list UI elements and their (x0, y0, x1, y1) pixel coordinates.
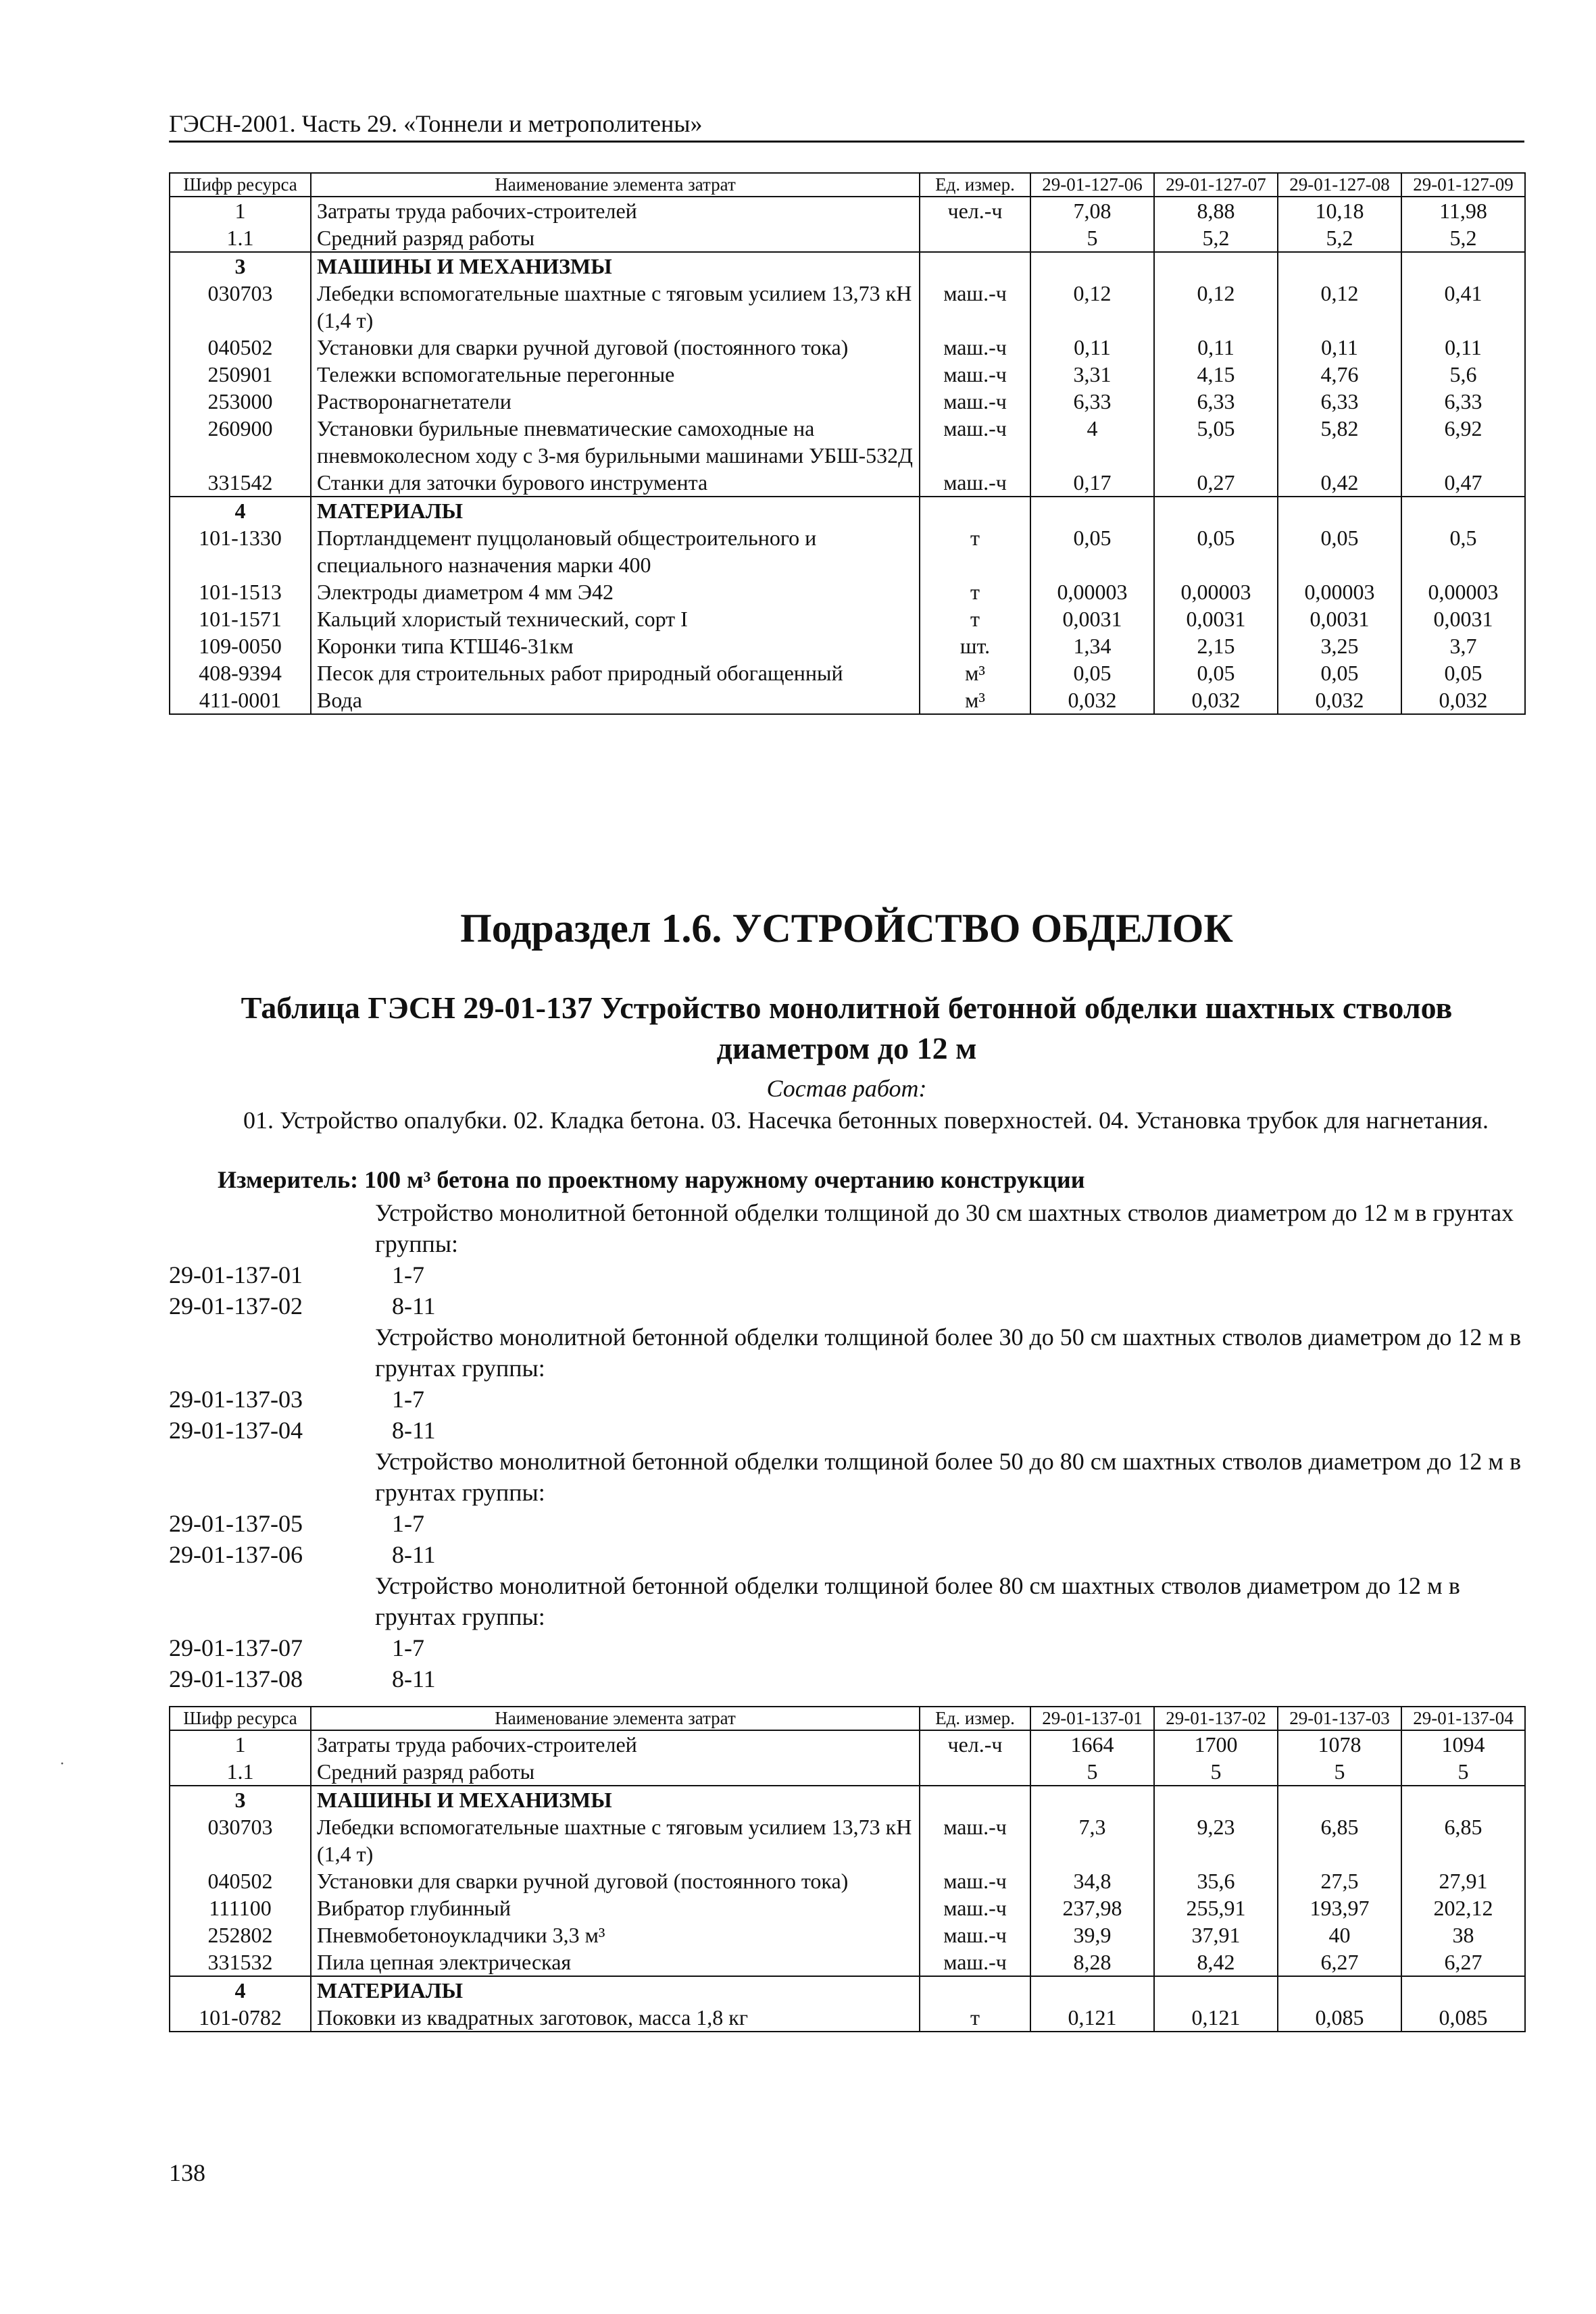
col-header-norm: 29-01-127-09 (1401, 173, 1525, 197)
norm-value: 0,05 (1030, 524, 1154, 578)
norm-value: 1094 (1401, 1730, 1525, 1758)
resource-name: Установки для сварки ручной дуговой (постоянного тока) (311, 334, 920, 361)
norm-value: 0,0031 (1030, 605, 1154, 632)
resource-name: Затраты труда рабочих-строителей (311, 1730, 920, 1758)
norm-value: 5,82 (1278, 415, 1401, 469)
norm-value (1278, 252, 1401, 280)
resource-unit: шт. (920, 632, 1030, 659)
resource-code: 1.1 (170, 224, 311, 252)
norm-value: 0,121 (1154, 2004, 1278, 2032)
norm-value: 0,41 (1401, 280, 1525, 334)
resource-code: 101-1330 (170, 524, 311, 578)
resource-code: 111100 (170, 1894, 311, 1921)
norm-code: 29-01-137-06 (169, 1541, 303, 1568)
norm-value: 34,8 (1030, 1867, 1154, 1894)
norm-value: 0,05 (1154, 659, 1278, 686)
resource-row (170, 1867, 1525, 1894)
norm-value: 1664 (1030, 1730, 1154, 1758)
resource-name: Средний разряд работы (311, 1758, 920, 1786)
composition-text: 01. Устройство опалубки. 02. Кладка бетона. 03. Насечка бетонных поверхностей. 04. Установка трубок для нагнетания. (243, 1107, 1489, 1134)
norm-value: 1700 (1154, 1730, 1278, 1758)
resource-table-127 (169, 172, 1526, 715)
soil-group: 8-11 (392, 1292, 436, 1319)
norm-value (1154, 252, 1278, 280)
norm-value (1278, 1976, 1401, 2004)
norm-value: 27,5 (1278, 1867, 1401, 1894)
norm-value: 0,11 (1030, 334, 1154, 361)
resource-name: МАТЕРИАЛЫ (311, 497, 920, 524)
resource-code: 040502 (170, 334, 311, 361)
header-rule (169, 141, 1524, 143)
norm-value: 6,33 (1154, 388, 1278, 415)
resource-unit: маш.-ч (920, 1948, 1030, 1976)
resource-code: 3 (170, 1786, 311, 1813)
meter-line: Измеритель: 100 м³ бетона по проектному наружному очертанию конструкции (218, 1166, 1085, 1193)
norm-code: 29-01-137-02 (169, 1292, 303, 1319)
norm-value: 0,085 (1278, 2004, 1401, 2032)
norm-value: 0,0031 (1154, 605, 1278, 632)
norm-value: 3,25 (1278, 632, 1401, 659)
norm-value: 202,12 (1401, 1894, 1525, 1921)
norm-value: 0,032 (1154, 686, 1278, 714)
norm-value: 0,11 (1278, 334, 1401, 361)
resource-unit: маш.-ч (920, 1894, 1030, 1921)
norm-item-row (169, 1415, 1524, 1446)
norm-value: 38 (1401, 1921, 1525, 1948)
resource-row (170, 578, 1525, 605)
resource-code: 260900 (170, 415, 311, 469)
resource-row (170, 1730, 1525, 1758)
norm-value: 3,31 (1030, 361, 1154, 388)
resource-row (170, 361, 1525, 388)
resource-row (170, 524, 1525, 578)
resource-code: 109-0050 (170, 632, 311, 659)
resource-unit (920, 252, 1030, 280)
resource-code: 030703 (170, 280, 311, 334)
col-header-code: Шифр ресурса (170, 173, 311, 197)
resource-unit (920, 224, 1030, 252)
composition-label: Состав работ: (766, 1075, 927, 1102)
resource-unit: маш.-ч (920, 1867, 1030, 1894)
norm-value: 0,42 (1278, 469, 1401, 497)
norm-value: 0,0031 (1278, 605, 1401, 632)
norm-code: 29-01-137-05 (169, 1510, 303, 1537)
norm-value: 8,28 (1030, 1948, 1154, 1976)
resource-code: 040502 (170, 1867, 311, 1894)
norm-value: 27,91 (1401, 1867, 1525, 1894)
col-header-norm: 29-01-137-01 (1030, 1707, 1154, 1730)
table-title: Таблица ГЭСН 29-01-137 Устройство монолитной бетонной обделки шахтных стволов диаметром до 12 м (241, 990, 1453, 1065)
norm-value: 0,032 (1278, 686, 1401, 714)
subsection-title: Подраздел 1.6. УСТРОЙСТВО ОБДЕЛОК (460, 906, 1233, 951)
col-header-norm: 29-01-137-03 (1278, 1707, 1401, 1730)
norm-value (1154, 1976, 1278, 2004)
resource-name: Затраты труда рабочих-строителей (311, 197, 920, 224)
page-number: 138 (169, 2159, 205, 2186)
norm-value: 3,7 (1401, 632, 1525, 659)
norm-value: 6,27 (1278, 1948, 1401, 1976)
resource-unit: маш.-ч (920, 361, 1030, 388)
soil-group: 8-11 (392, 1541, 436, 1568)
resource-row (170, 280, 1525, 334)
resource-row (170, 224, 1525, 252)
norm-value: 0,5 (1401, 524, 1525, 578)
section-row (170, 252, 1525, 280)
section-row (170, 1976, 1525, 2004)
norm-item-row (169, 1663, 1524, 1694)
col-header-unit: Ед. измер. (920, 1707, 1030, 1730)
resource-unit (920, 1976, 1030, 2004)
resource-name: МАШИНЫ И МЕХАНИЗМЫ (311, 1786, 920, 1813)
norm-value: 40 (1278, 1921, 1401, 1948)
resource-row (170, 334, 1525, 361)
resource-row (170, 388, 1525, 415)
resource-unit: м³ (920, 686, 1030, 714)
norm-value: 5,2 (1154, 224, 1278, 252)
resource-row (170, 1894, 1525, 1921)
resource-code: 030703 (170, 1813, 311, 1867)
resource-row (170, 1813, 1525, 1867)
col-header-norm: 29-01-137-02 (1154, 1707, 1278, 1730)
norm-value: 0,12 (1278, 280, 1401, 334)
norm-value (1030, 1976, 1154, 2004)
norm-value: 5,05 (1154, 415, 1278, 469)
resource-name: Установки для сварки ручной дуговой (постоянного тока) (311, 1867, 920, 1894)
resource-name: Кальций хлористый технический, сорт I (311, 605, 920, 632)
resource-unit: т (920, 605, 1030, 632)
resource-unit: чел.-ч (920, 1730, 1030, 1758)
resource-name: Вода (311, 686, 920, 714)
norm-value: 0,00003 (1154, 578, 1278, 605)
norm-value: 5,2 (1278, 224, 1401, 252)
norm-value: 0,0031 (1401, 605, 1525, 632)
resource-unit: маш.-ч (920, 1813, 1030, 1867)
running-head: ГЭСН-2001. Часть 29. «Тоннели и метрополитены» (169, 110, 703, 137)
norm-value (1278, 1786, 1401, 1813)
resource-name: Поковки из квадратных заготовок, масса 1,8 кг (311, 2004, 920, 2032)
resource-code: 101-1513 (170, 578, 311, 605)
resource-unit (920, 1758, 1030, 1786)
norm-value: 8,42 (1154, 1948, 1278, 1976)
resource-unit (920, 1786, 1030, 1813)
norm-value (1401, 1976, 1525, 2004)
norm-value: 6,85 (1401, 1813, 1525, 1867)
norm-item-row (169, 1539, 1524, 1570)
norm-value: 5,6 (1401, 361, 1525, 388)
resource-unit: маш.-ч (920, 280, 1030, 334)
col-header-norm: 29-01-127-07 (1154, 173, 1278, 197)
norm-code: 29-01-137-01 (169, 1261, 303, 1288)
norm-value: 0,00003 (1401, 578, 1525, 605)
norm-value: 11,98 (1401, 197, 1525, 224)
norm-value: 0,05 (1278, 659, 1401, 686)
resource-name: МАТЕРИАЛЫ (311, 1976, 920, 2004)
resource-unit (920, 497, 1030, 524)
resource-name: Станки для заточки бурового инструмента (311, 469, 920, 497)
norm-value: 0,11 (1401, 334, 1525, 361)
norm-value: 193,97 (1278, 1894, 1401, 1921)
resource-row (170, 2004, 1525, 2032)
norm-value: 4,76 (1278, 361, 1401, 388)
resource-row (170, 415, 1525, 469)
norm-value: 7,08 (1030, 197, 1154, 224)
norm-items-list (169, 1197, 1524, 1694)
resource-unit: м³ (920, 659, 1030, 686)
resource-code: 101-0782 (170, 2004, 311, 2032)
col-header-norm: 29-01-137-04 (1401, 1707, 1525, 1730)
norm-value (1154, 1786, 1278, 1813)
resource-unit: т (920, 578, 1030, 605)
norm-value: 5,2 (1401, 224, 1525, 252)
soil-group: 1-7 (392, 1261, 424, 1288)
soil-group: 1-7 (392, 1386, 424, 1413)
norm-value (1030, 252, 1154, 280)
resource-name: Тележки вспомогательные перегонные (311, 361, 920, 388)
resource-code: 250901 (170, 361, 311, 388)
resource-row (170, 686, 1525, 714)
norm-value: 6,33 (1030, 388, 1154, 415)
norm-code: 29-01-137-03 (169, 1386, 303, 1413)
resource-name: Электроды диаметром 4 мм Э42 (311, 578, 920, 605)
resource-code: 1.1 (170, 1758, 311, 1786)
resource-name: Лебедки вспомогательные шахтные с тяговым усилием 13,73 кН (1,4 т) (311, 1813, 920, 1867)
norm-value: 0,05 (1278, 524, 1401, 578)
norm-code: 29-01-137-08 (169, 1665, 303, 1692)
norm-value: 6,33 (1278, 388, 1401, 415)
resource-unit: чел.-ч (920, 197, 1030, 224)
norm-value: 37,91 (1154, 1921, 1278, 1948)
norm-item-row (169, 1290, 1524, 1322)
norm-value: 7,3 (1030, 1813, 1154, 1867)
norm-item-description: Устройство монолитной бетонной обделки толщиной более 30 до 50 см шахтных стволов диаметром до 12 м в грунтах группы: (375, 1324, 1522, 1382)
norm-value: 1078 (1278, 1730, 1401, 1758)
norm-item-description: Устройство монолитной бетонной обделки толщиной до 30 см шахтных стволов диаметром до 12 м в грунтах группы: (375, 1199, 1514, 1257)
norm-value: 4 (1030, 415, 1154, 469)
col-header-name: Наименование элемента затрат (311, 173, 920, 197)
soil-group: 8-11 (392, 1665, 436, 1692)
norm-value: 5 (1154, 1758, 1278, 1786)
norm-code: 29-01-137-04 (169, 1417, 303, 1444)
scan-artifact-dot: · (59, 1755, 65, 1773)
resource-unit: маш.-ч (920, 469, 1030, 497)
norm-item-row (169, 1508, 1524, 1539)
resource-name: Растворонагнетатели (311, 388, 920, 415)
norm-value (1154, 497, 1278, 524)
resource-name: Пневмобетоноукладчики 3,3 м³ (311, 1921, 920, 1948)
norm-value: 237,98 (1030, 1894, 1154, 1921)
norm-value (1030, 1786, 1154, 1813)
resource-code: 3 (170, 252, 311, 280)
resource-code: 1 (170, 1730, 311, 1758)
resource-code: 331532 (170, 1948, 311, 1976)
norm-value: 6,33 (1401, 388, 1525, 415)
norm-value: 0,05 (1154, 524, 1278, 578)
norm-value: 6,92 (1401, 415, 1525, 469)
resource-name: Средний разряд работы (311, 224, 920, 252)
resource-name: Лебедки вспомогательные шахтные с тяговым усилием 13,73 кН (1,4 т) (311, 280, 920, 334)
resource-row (170, 1921, 1525, 1948)
resource-code: 1 (170, 197, 311, 224)
resource-code: 411-0001 (170, 686, 311, 714)
resource-name: Портландцемент пуццолановый общестроительного и специального назначения марки 400 (311, 524, 920, 578)
norm-value: 0,032 (1030, 686, 1154, 714)
norm-value: 0,17 (1030, 469, 1154, 497)
table-header-row (170, 173, 1525, 197)
col-header-norm: 29-01-127-06 (1030, 173, 1154, 197)
resource-row (170, 1948, 1525, 1976)
resource-name: МАШИНЫ И МЕХАНИЗМЫ (311, 252, 920, 280)
resource-name: Песок для строительных работ природный обогащенный (311, 659, 920, 686)
norm-item-description: Устройство монолитной бетонной обделки толщиной более 80 см шахтных стволов диаметром до 12 м в грунтах группы: (375, 1572, 1460, 1630)
norm-value: 0,12 (1154, 280, 1278, 334)
resource-row (170, 605, 1525, 632)
norm-item-row (169, 1384, 1524, 1415)
col-header-norm: 29-01-127-08 (1278, 173, 1401, 197)
norm-value: 6,85 (1278, 1813, 1401, 1867)
norm-item-row (169, 1259, 1524, 1290)
resource-code: 4 (170, 497, 311, 524)
table-header-row (170, 1707, 1525, 1730)
resource-code: 4 (170, 1976, 311, 2004)
resource-name: Коронки типа КТШ46-31км (311, 632, 920, 659)
resource-name: Пила цепная электрическая (311, 1948, 920, 1976)
resource-unit: маш.-ч (920, 334, 1030, 361)
norm-value: 5 (1401, 1758, 1525, 1786)
resource-unit: маш.-ч (920, 415, 1030, 469)
col-header-unit: Ед. измер. (920, 173, 1030, 197)
norm-value: 0,00003 (1030, 578, 1154, 605)
norm-value: 5 (1030, 224, 1154, 252)
resource-unit: маш.-ч (920, 1921, 1030, 1948)
resource-unit: т (920, 2004, 1030, 2032)
resource-name: Вибратор глубинный (311, 1894, 920, 1921)
norm-value (1401, 1786, 1525, 1813)
resource-unit: маш.-ч (920, 388, 1030, 415)
norm-value: 5 (1278, 1758, 1401, 1786)
norm-value: 0,27 (1154, 469, 1278, 497)
norm-value (1401, 252, 1525, 280)
soil-group: 8-11 (392, 1417, 436, 1444)
section-row (170, 1786, 1525, 1813)
norm-value: 0,032 (1401, 686, 1525, 714)
norm-value: 255,91 (1154, 1894, 1278, 1921)
norm-value: 0,47 (1401, 469, 1525, 497)
norm-value: 39,9 (1030, 1921, 1154, 1948)
norm-value: 1,34 (1030, 632, 1154, 659)
norm-value (1030, 497, 1154, 524)
norm-value: 0,085 (1401, 2004, 1525, 2032)
norm-value: 0,05 (1030, 659, 1154, 686)
norm-value: 10,18 (1278, 197, 1401, 224)
norm-value: 9,23 (1154, 1813, 1278, 1867)
norm-code: 29-01-137-07 (169, 1634, 303, 1661)
resource-row (170, 659, 1525, 686)
soil-group: 1-7 (392, 1634, 424, 1661)
resource-row (170, 1758, 1525, 1786)
resource-row (170, 469, 1525, 497)
norm-value: 0,00003 (1278, 578, 1401, 605)
norm-value (1401, 497, 1525, 524)
norm-value: 0,12 (1030, 280, 1154, 334)
resource-name: Установки бурильные пневматические самоходные на пневмоколесном ходу с 3-мя бурильными машинами УБШ-532Д (311, 415, 920, 469)
norm-value: 0,121 (1030, 2004, 1154, 2032)
resource-row (170, 632, 1525, 659)
resource-table-137 (169, 1706, 1526, 2032)
resource-unit: т (920, 524, 1030, 578)
norm-value: 4,15 (1154, 361, 1278, 388)
norm-value: 0,05 (1401, 659, 1525, 686)
resource-code: 408-9394 (170, 659, 311, 686)
soil-group: 1-7 (392, 1510, 424, 1537)
col-header-name: Наименование элемента затрат (311, 1707, 920, 1730)
resource-code: 331542 (170, 469, 311, 497)
norm-value (1278, 497, 1401, 524)
norm-item-row (169, 1632, 1524, 1663)
norm-value: 35,6 (1154, 1867, 1278, 1894)
norm-value: 5 (1030, 1758, 1154, 1786)
section-row (170, 497, 1525, 524)
resource-row (170, 197, 1525, 224)
norm-item-description: Устройство монолитной бетонной обделки толщиной более 50 до 80 см шахтных стволов диаметром до 12 м в грунтах группы: (375, 1448, 1522, 1506)
norm-value: 8,88 (1154, 197, 1278, 224)
col-header-code: Шифр ресурса (170, 1707, 311, 1730)
norm-value: 6,27 (1401, 1948, 1525, 1976)
resource-code: 101-1571 (170, 605, 311, 632)
resource-code: 252802 (170, 1921, 311, 1948)
norm-value: 0,11 (1154, 334, 1278, 361)
resource-code: 253000 (170, 388, 311, 415)
norm-value: 2,15 (1154, 632, 1278, 659)
